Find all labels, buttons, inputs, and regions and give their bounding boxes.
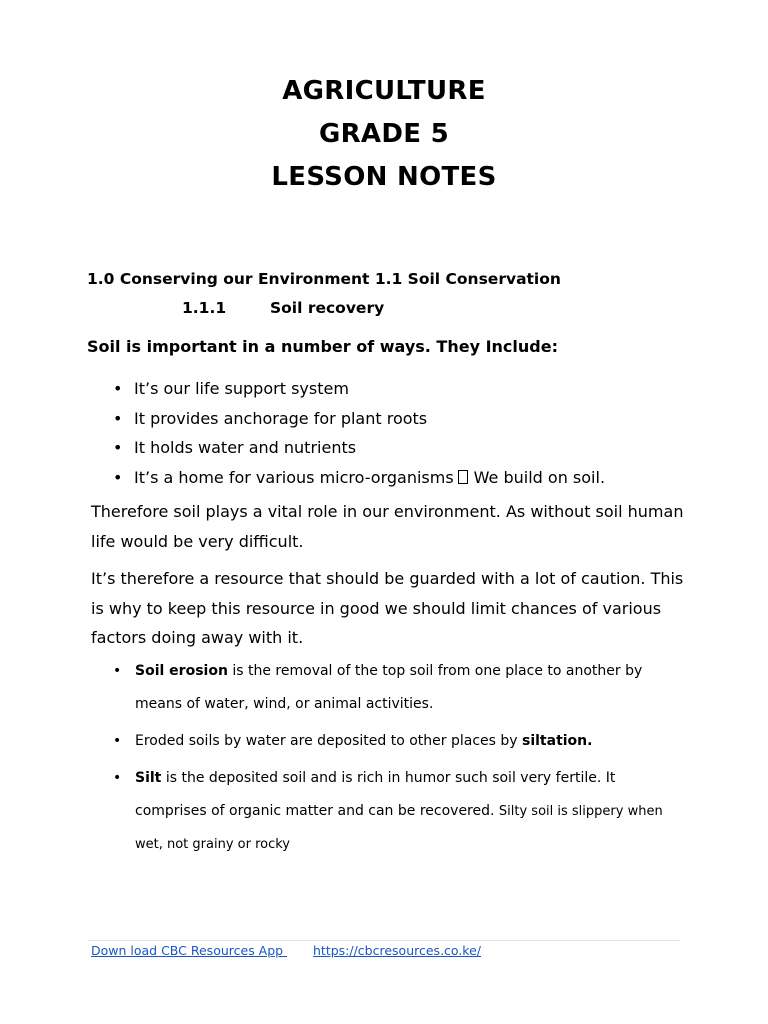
title-lesson-notes: LESSON NOTES xyxy=(271,162,497,192)
bullet-icon: • xyxy=(113,408,123,428)
title-grade: GRADE 5 xyxy=(318,119,450,149)
term-siltation: siltation. xyxy=(522,733,593,749)
list-item: • It holds water and nutrients xyxy=(113,433,605,463)
bullet-icon: • xyxy=(113,733,122,749)
bullet-icon: • xyxy=(113,467,123,487)
download-app-link[interactable]: Down load CBC Resources App xyxy=(91,943,288,958)
section-heading: 1.0 Conserving our Environment 1.1 Soil Conservation xyxy=(87,270,561,288)
list-item: • It’s our life support system xyxy=(113,374,605,404)
list-item-siltation: • Eroded soils by water are deposited to other places by siltation. xyxy=(113,725,673,758)
list-item-soil-erosion: • Soil erosion is the removal of the top soil from one place to another by means of water, wind, or animal activities. xyxy=(113,655,673,721)
missing-glyph-icon xyxy=(458,470,468,484)
list-item-silt: • Silt is the deposited soil and is rich in humor such soil very fertile. It comprises of organic matter and can be recovered. Silty soil is slippery when wet, not grainy or rocky xyxy=(113,762,673,861)
paragraph-caution: It’s therefore a resource that should be guarded with a lot of caution. This is why to keep this resource in good we should limit chances of various factors doing away with it. xyxy=(91,569,684,647)
intro-statement: Soil is important in a number of ways. They Include: xyxy=(87,337,558,356)
paragraph-importance: Therefore soil plays a vital role in our environment. As without soil human life would be very difficult. xyxy=(91,502,684,551)
bullet-icon: • xyxy=(113,663,122,679)
website-link[interactable]: https://cbcresources.co.ke/ xyxy=(313,943,482,958)
subsection-title: Soil recovery xyxy=(270,299,385,317)
list-item: • It’s a home for various micro-organisms We build on soil. xyxy=(113,463,605,493)
importance-list xyxy=(113,374,605,492)
bullet-icon: • xyxy=(113,770,122,786)
title-subject: AGRICULTURE xyxy=(282,76,486,106)
term-silt: Silt xyxy=(135,770,162,786)
document-title xyxy=(0,70,768,199)
subsection-number: 1.1.1 xyxy=(182,299,227,317)
bullet-icon: • xyxy=(113,379,123,398)
list-item: • It provides anchorage for plant roots xyxy=(113,404,605,434)
subsection-heading xyxy=(182,299,384,317)
term-soil-erosion: Soil erosion xyxy=(135,663,228,679)
erosion-notes-list xyxy=(113,655,673,861)
bullet-icon: • xyxy=(113,438,123,457)
footer-divider xyxy=(88,940,680,941)
